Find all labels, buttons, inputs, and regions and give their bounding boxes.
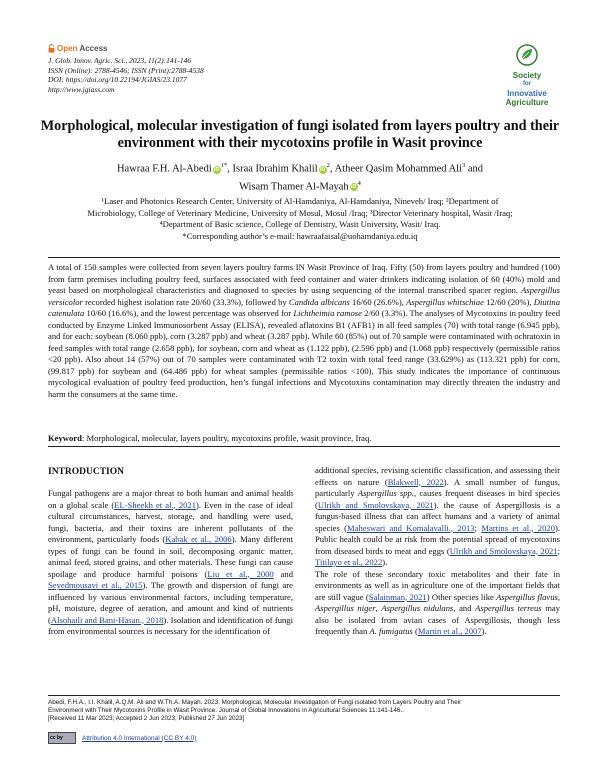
body-text: may also be isolated from avian cases of Aspergillosis, though less frequently than bbox=[315, 603, 561, 636]
abstract bbox=[48, 262, 560, 401]
leaf-logo-icon bbox=[516, 44, 538, 66]
logo-line: Society bbox=[512, 71, 542, 80]
abstract-text: 16/60 (26.6%), bbox=[349, 296, 407, 307]
paper-title: Morphological, molecular investigation of fungi isolated from layers poultry and their environment with their mycotoxins profile in Wasit province bbox=[40, 118, 560, 151]
open-lock-icon bbox=[48, 44, 55, 53]
author-name: Wisam Thamer Al-Mayah bbox=[239, 181, 349, 192]
footer-line: Abedi, F.H.A., I.I. Khalil, A.Q.M. Ali and W.Th.A. Mayah. 2023. Morphological, Molecular Investigation of Fungi isolated from Layers Poultry and Their bbox=[48, 699, 462, 706]
citation-link[interactable]: Liu et al., 2000 bbox=[207, 568, 274, 579]
body-text: ). Public health could be at risk from the potential spread of mycotoxins from diseased birds to meat and eggs ( bbox=[315, 522, 561, 556]
species-name: Aspergillus terreus bbox=[475, 603, 542, 613]
citation-link[interactable]: Ulrikh and Smolovskaya, 2021 bbox=[317, 499, 434, 510]
citation-line: ISSN (Online): 2788-4546; ISSN (Print):2788-4538 bbox=[48, 65, 204, 75]
citation-line: J. Glob. Innov. Agric. Sci., 2023, 11(2):141-146 bbox=[48, 56, 192, 65]
logo-line: Innovative bbox=[507, 89, 547, 98]
section-heading: INTRODUCTION bbox=[48, 467, 125, 477]
species-name: Aspergillus spp. bbox=[357, 488, 414, 498]
author-list: Hawraa F.H. Al-Abedi $iD^{1*}$, Israa Ibrahim Khalil $iD^2$, Atheer Qasim Mohammed Ali$^3$ and Wisam Thamer Al-Mayah $iD^4$ bbox=[116, 162, 484, 192]
license-link[interactable]: Attribution 4.0 International (CC BY 4.0) bbox=[82, 734, 197, 742]
affiliations bbox=[48, 196, 552, 242]
author-superscript: 4 bbox=[357, 179, 361, 187]
affiliation-line: Microbiology, College of Veterinary Medicine, University of Mosul, Mosul /Iraq; ³Director Veterinary hospital, Wasit /Iraq; bbox=[87, 207, 513, 218]
body-text: ). Isolation and identification of fungi from environmental sources is necessary for the identification of bbox=[48, 614, 293, 636]
body-text: ). Even in the case of ideal cultural circumstances, harvest, storage, and handling were used, fungi, bacteria, and their toxins are inherent pollutants of the environment, particularly foods ( bbox=[48, 499, 293, 544]
keywords-text: : Morphological, molecular, layers poultry, mycotoxins profile, wasit province, Iraq. bbox=[81, 433, 372, 443]
open-access-suffix: Access bbox=[79, 44, 108, 53]
open-access-badge bbox=[48, 44, 107, 53]
body-text: ). A small number of fungus, particularly bbox=[315, 476, 560, 498]
citation-link[interactable]: Alsohaili and Bani-Hasan., 2018 bbox=[50, 614, 164, 625]
abstract-text: recorded highest isolation rate 20/60 (33.3%), followed by bbox=[82, 296, 289, 307]
divider bbox=[48, 446, 560, 447]
species-name: Aspergillus niger bbox=[315, 603, 376, 613]
journal-citation bbox=[48, 56, 204, 94]
abstract-text: A total of 150 samples were collected from seven layers poultry farms IN Wasit Province of Iraq. Fifty (50) from layers poultry and hundred (100) from farm premises including poultry feed, surfaces associated with feed container and water drinkers indicating isolation of 60 (40%) mold and yeast based on morphological characteristics and diagnosed to species by using sequencing of the internal transcribed spacer region. bbox=[48, 262, 560, 296]
cc-badge-text: cc by bbox=[50, 735, 63, 741]
citation-link[interactable]: Salainman, 2021 bbox=[368, 591, 427, 602]
footer-line: [Received 11 Mar 2023; Accepted 2 Jun 2023; Published 27 Jun 2023] bbox=[48, 715, 245, 723]
body-text: ). the cause of Aspergillosis is a fungus-based illness that can affect humans and a variety of animal species ( bbox=[315, 499, 561, 533]
citation-link[interactable]: Seyedmousavi et al., 2015 bbox=[48, 580, 143, 590]
species-name: Lichtheimia ramose bbox=[293, 308, 362, 319]
citation-link[interactable]: Ulrikh and Smolovskaya, 2021 bbox=[449, 545, 558, 556]
body-text: ) Other species like bbox=[426, 591, 497, 602]
species-name: Aspergillus whitschiae bbox=[406, 296, 484, 307]
body-text: ; bbox=[557, 545, 561, 556]
body-text: , and bbox=[453, 603, 476, 613]
abstract-text: 2/60 (3.3%). The analyses of Mycotoxins in poultry feed conducted by Enzyme Linked Immunosorbent Assay (ELISA), revealed aflatoxins B1 (AFB1) in all feed samples (70) with total range (6.945 ppb), and for each: soybean (8.060 ppb), corn (3.287 ppb) and wheat (3.287 ppb). While 60 (85%) out of 70 sample were contaminated with ochratoxin in feed samples with total range (2.658 ppb), for soybean, corn and wheat as (1.122 ppb), (2.596 ppb) and (1.068 ppb) respectively (permissible ratios <20 ppb). Also about 14 (57%) out of 70 samples were contaminated with T2 toxin with total feed range (33.629%) as (113.321 ppb) for corn, (99.817 ppb) for soybean and (64.486 ppb) for wheat samples (permissible ratios <100). This study indicates the importance of continuous mycological evaluation of poultry feed production, hen’s fungal infections and Mycotoxins contamination may directly threaten the industry and harm the consumers at the same time. bbox=[48, 308, 560, 400]
body-text: ). bbox=[382, 557, 388, 567]
citation-link[interactable]: Blakwell, 2022 bbox=[387, 476, 444, 487]
body-text: , bbox=[375, 603, 382, 613]
abstract-text: 12/60 (20%), bbox=[483, 296, 534, 307]
species-name: A. fumigatus bbox=[369, 626, 413, 636]
citation-link[interactable]: EL-Sheekh et al., 2021 bbox=[114, 499, 197, 510]
author-superscript: 1* bbox=[220, 162, 228, 169]
logo-line: Agriculture bbox=[505, 98, 549, 107]
intro-right-column bbox=[315, 465, 560, 638]
citation-link[interactable]: Martin et al., 2007 bbox=[417, 626, 482, 636]
body-text: ( bbox=[412, 626, 418, 636]
affiliation-line: ¹Laser and Photonics Research Center, University of Al-Hamdaniya, Al-Hamdaniya, Nineveh/ Iraq; ²Department of bbox=[101, 196, 499, 206]
body-text: additional species, revising scientific classification, and assessing their effects on nature ( bbox=[315, 465, 560, 487]
corresponding-author: *Corresponding author’s e-mail: hawraafaisal@uohamdaniya.edu.iq bbox=[182, 230, 418, 241]
affiliation-line: ⁴Department of Basic science, College of Dentistry, Wasit University, Wasit/ Iraq. bbox=[159, 219, 441, 229]
footer-citation bbox=[48, 699, 560, 724]
author-name: Atheer Qasim Mohammed Ali bbox=[334, 163, 462, 175]
divider bbox=[48, 257, 560, 258]
logo-line: for bbox=[523, 81, 531, 87]
citation-line[interactable]: DOI: https://doi.org/10.22194/JGIAS/23.1077 bbox=[48, 75, 187, 85]
citation-link[interactable]: Maheswari and Komalavalli., 2013 bbox=[347, 522, 475, 533]
body-text: ). The growth and dispersion of fungi are influenced by various environmental factors, including temperature, pH, moisture, degree of aeration, and amount and kind of nutrients ( bbox=[48, 580, 293, 625]
footer-line: Environment with Their Mycotoxins Profile in Wasit Province. Journal of Global Innovations in Agricultural Sciences 11:141-146.. bbox=[48, 707, 404, 715]
body-text: ; bbox=[474, 522, 482, 533]
species-name: Aspergillus flavus bbox=[496, 591, 558, 602]
species-name: Candida albicans bbox=[288, 296, 350, 307]
license bbox=[48, 732, 196, 744]
body-text: Fungal pathogens are a major threat to both human and animal health on a global scale ( bbox=[48, 488, 293, 510]
citation-link[interactable]: Martins et al., 2020 bbox=[481, 522, 555, 533]
citation-line[interactable]: http://www.jgiass.com bbox=[48, 84, 115, 94]
abstract-text: 10/60 (16.6%), and the lowest percentage was observed for bbox=[84, 308, 294, 319]
author-superscript: 3 bbox=[462, 162, 466, 169]
body-text: ). bbox=[481, 626, 487, 636]
society-logo bbox=[492, 44, 562, 107]
citation-link[interactable]: Titilayo et al., 2022 bbox=[315, 557, 383, 567]
body-text: The role of these secondary toxic metabolites and their fate in environments as well as in agriculture one of the important fields that are still vague ( bbox=[315, 568, 560, 602]
author-and: and bbox=[467, 163, 484, 175]
species-name: Diutina catenulata bbox=[48, 296, 561, 319]
orcid-icon[interactable]: iD bbox=[214, 166, 220, 173]
body-text: , causes frequent diseases in bird species ( bbox=[315, 488, 560, 510]
citation-link[interactable]: Kabak et al., 2006 bbox=[165, 534, 232, 544]
keywords bbox=[48, 433, 560, 443]
cc-by-icon bbox=[48, 732, 76, 744]
species-name: Aspergillus versicolor bbox=[48, 285, 560, 307]
body-text: , bbox=[557, 591, 560, 602]
author-superscript: 2 bbox=[326, 162, 330, 169]
orcid-icon[interactable]: iD bbox=[350, 184, 357, 190]
species-name: Aspergillus nidulans bbox=[381, 603, 454, 613]
intro-left-column bbox=[48, 488, 293, 638]
orcid-icon[interactable]: iD bbox=[319, 166, 326, 173]
keywords-label: Keyword bbox=[48, 433, 82, 443]
divider bbox=[48, 695, 560, 696]
open-access-prefix: Open bbox=[57, 44, 78, 53]
author-name: Israa Ibrahim Khalil bbox=[232, 163, 318, 175]
body-text: and bbox=[273, 568, 293, 579]
author-name: Hawraa F.H. Al-Abedi bbox=[116, 163, 212, 175]
body-text: ). Many different types of fungi can be found in soil, decomposing organic matter, animal feed, stored grains, and other materials. These fungi can cause spoilage and produce harmful poisons ( bbox=[48, 534, 293, 579]
